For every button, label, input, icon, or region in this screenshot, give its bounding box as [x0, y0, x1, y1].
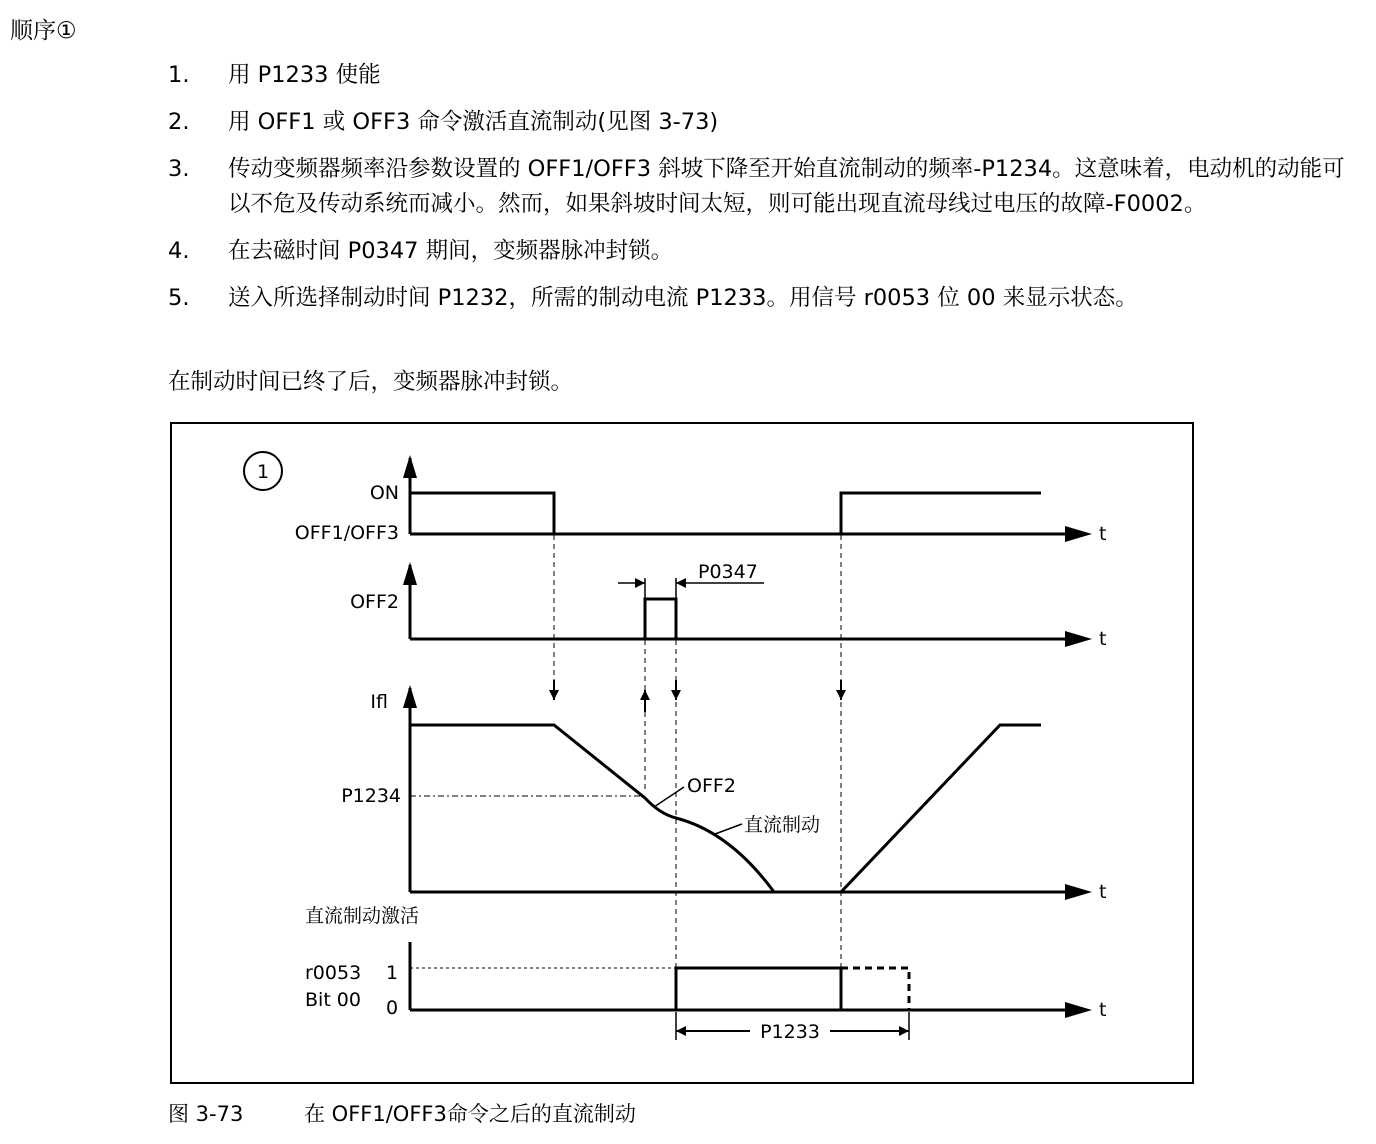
step-text: 送入所选择制动时间 P1232，所需的制动电流 P1233。用信号 r0053 位 00 来显示状态。 — [228, 285, 1138, 311]
step-text: 用 OFF1 或 OFF3 命令激活直流制动(见图 3-73) — [228, 109, 719, 135]
step-number: 3. — [168, 156, 190, 182]
step-item — [168, 105, 1358, 140]
y-axis-arrow — [403, 562, 417, 585]
step-item — [168, 234, 1358, 269]
p1233-label: P1233 — [760, 1021, 820, 1043]
bit-label: Bit 00 — [305, 989, 361, 1011]
timing-diagram-svg — [170, 422, 1194, 1084]
dc-active-extended — [841, 968, 909, 1010]
step-text: 在去磁时间 P0347 期间，变频器脉冲封锁。 — [228, 238, 674, 264]
off2-pulse — [645, 599, 676, 639]
panel-on-off — [295, 455, 1107, 545]
off2-label: OFF2 — [350, 591, 399, 613]
step-number: 4. — [168, 238, 190, 264]
on-signal-restore — [841, 493, 1041, 534]
caption-text: 在 OFF1/OFF3命令之后的直流制动 — [304, 1102, 636, 1126]
on-signal-high — [410, 493, 554, 534]
event-links — [554, 535, 841, 967]
t-axis-arrow — [1065, 526, 1092, 542]
t-axis-arrow — [1065, 1002, 1092, 1018]
t-axis-arrow — [1065, 631, 1092, 647]
dc-brake-leader — [715, 824, 742, 834]
p0347-label: P0347 — [698, 561, 758, 583]
off2-leader — [654, 787, 684, 807]
step-item — [168, 281, 1358, 316]
panel-frequency — [341, 685, 1106, 903]
t-label: t — [1099, 999, 1107, 1021]
t-label: t — [1099, 523, 1107, 545]
marker-number: 1 — [256, 461, 270, 483]
step-number: 5. — [168, 285, 190, 311]
t-label: t — [1099, 628, 1107, 650]
panel-off2 — [350, 561, 1106, 650]
dc-brake-label: 直流制动 — [744, 814, 821, 836]
section-title: 顺序① — [10, 18, 77, 44]
r0053-label: r0053 — [305, 962, 362, 984]
after-text: 在制动时间已终了后，变频器脉冲封锁。 — [168, 369, 574, 395]
step-item — [168, 58, 1358, 93]
caption-number: 图 3-73 — [168, 1102, 244, 1126]
t-axis-arrow — [1065, 884, 1092, 900]
level-zero-label: 0 — [385, 997, 399, 1019]
off2-curve-label: OFF2 — [687, 775, 736, 797]
timing-diagram — [170, 422, 1194, 1084]
on-label: ON — [369, 482, 399, 504]
step-text: 传动变频器频率沿参数设置的 OFF1/OFF3 斜坡下降至开始直流制动的频率-P1234。这意味着，电动机的动能可以不危及传动系统而减小。然而，如果斜坡时间太短，则可能出现直流母线过电压的故障-F0002。 — [228, 156, 1345, 217]
t-label: t — [1099, 881, 1107, 903]
frequency-label: Ifl — [370, 691, 388, 713]
frequency-curve — [410, 725, 1041, 892]
dc-active-label: 直流制动激活 — [305, 905, 420, 927]
y-axis-arrow — [403, 685, 417, 708]
figure-caption — [168, 1098, 636, 1128]
step-item — [168, 152, 1358, 222]
step-list — [168, 58, 1358, 328]
step-text: 用 P1233 使能 — [228, 62, 381, 88]
dc-active-pulse — [676, 968, 841, 1010]
y-axis-arrow — [403, 455, 417, 478]
step-number: 2. — [168, 109, 190, 135]
step-number: 1. — [168, 62, 190, 88]
off13-label: OFF1/OFF3 — [294, 522, 399, 544]
level-one-label: 1 — [385, 962, 399, 984]
p1234-label: P1234 — [341, 785, 401, 807]
panel-dc-active — [305, 905, 1106, 1043]
